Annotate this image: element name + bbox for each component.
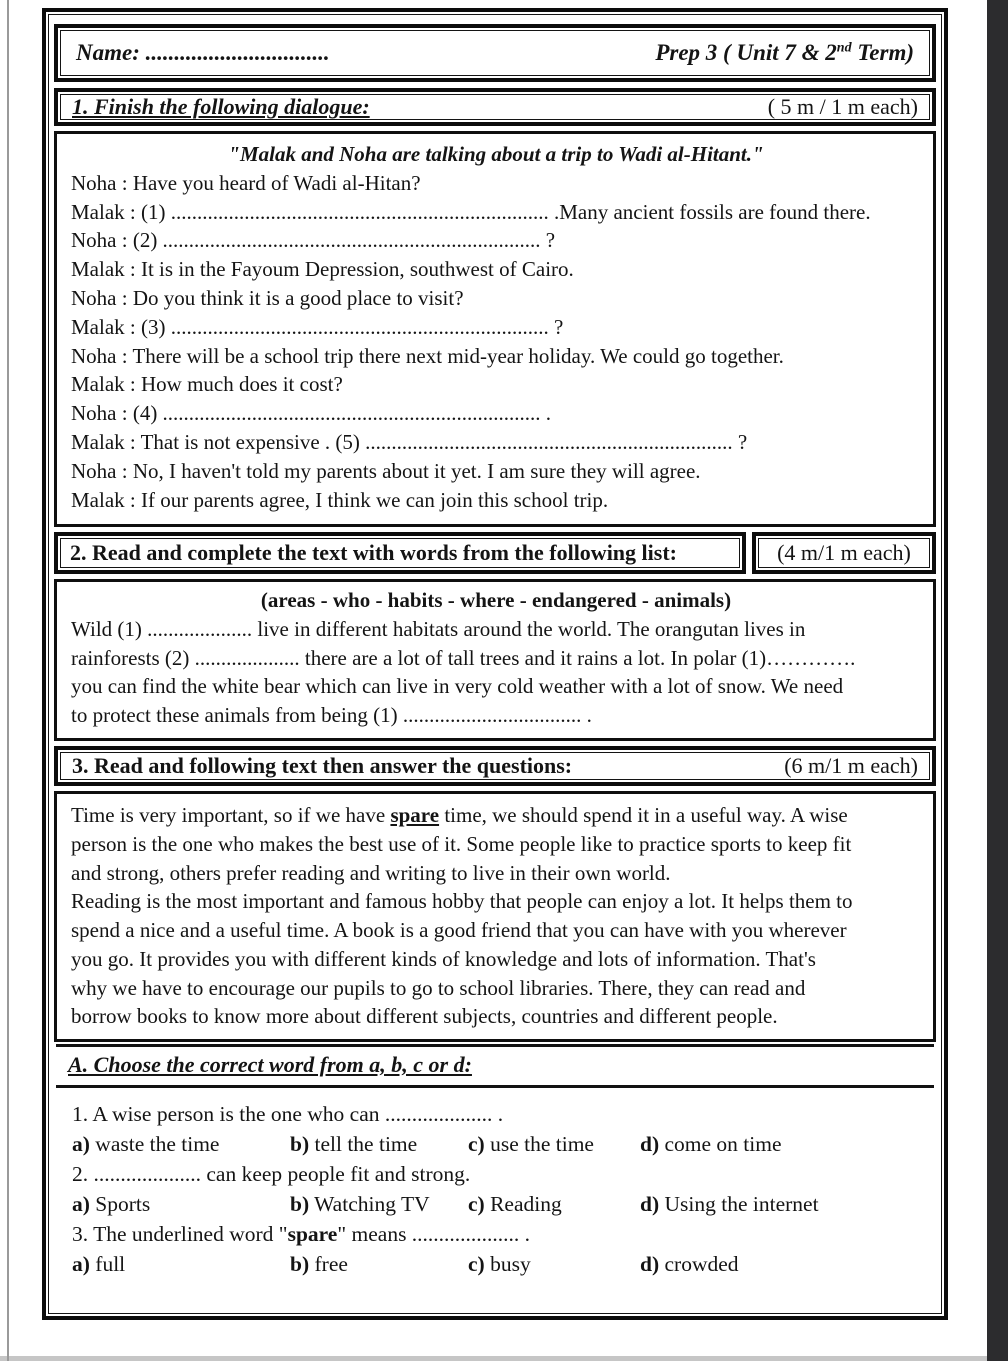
option-b: b) Watching TV bbox=[290, 1191, 430, 1216]
cloze-box bbox=[54, 579, 936, 741]
option-c: c) Reading bbox=[468, 1191, 562, 1216]
section-3-marks: (6 m/1 m each) bbox=[784, 753, 918, 779]
question-1: 1. A wise person is the one who can .................... . bbox=[72, 1101, 504, 1126]
section-1-header bbox=[54, 88, 936, 126]
part-a-title: A. Choose the correct word from a, b, c or d: bbox=[68, 1051, 472, 1077]
option-d: d) Using the internet bbox=[640, 1191, 819, 1216]
option-b: b) tell the time bbox=[290, 1131, 418, 1156]
question-3: 3. The underlined word "spare" means .................... . bbox=[72, 1221, 531, 1246]
dialogue-line: Malak : How much does it cost? bbox=[71, 372, 343, 397]
reading-line: why we have to encourage our pupils to go to school libraries. There, they can read and bbox=[71, 975, 806, 1000]
option-a: a) full bbox=[72, 1251, 126, 1276]
option-a: a) Sports bbox=[72, 1191, 151, 1216]
dialogue-line: Malak : That is not expensive . (5) ...................................................................... ? bbox=[71, 429, 748, 454]
questions-area bbox=[54, 1088, 936, 1279]
option-a: a) waste the time bbox=[72, 1131, 220, 1156]
section-3-title: 3. Read and following text then answer the questions: bbox=[72, 753, 573, 779]
reading-line: and strong, others prefer reading and writing to live in their own world. bbox=[71, 860, 671, 885]
dialogue-line: Noha : Have you heard of Wadi al-Hitan? bbox=[71, 170, 421, 195]
reading-line: Time is very important, so if we have spare time, we should spend it in a useful way. A wise bbox=[71, 803, 848, 828]
section-2-marks: (4 m/1 m each) bbox=[777, 540, 911, 566]
question-3-options bbox=[72, 1250, 918, 1279]
dialogue-line: Malak : (3) ........................................................................ ? bbox=[71, 314, 564, 339]
dialogue-line: Noha : No, I haven't told my parents about it yet. I am sure they will agree. bbox=[71, 458, 701, 483]
dialogue-intro: "Malak and Noha are talking about a trip to Wadi al-Hitant." bbox=[228, 142, 764, 166]
scan-right-edge bbox=[987, 0, 1008, 1361]
name-field: Name: ................................ bbox=[76, 40, 330, 65]
cloze-line: rainforests (2) .................... there are a lot of tall trees and it rains a lot. In polar (1)…………. bbox=[71, 645, 856, 670]
dialogue-line: Malak : (1) ........................................................................ .Many ancient fossils are found there. bbox=[71, 199, 871, 224]
section-1-title: 1. Finish the following dialogue: bbox=[72, 94, 370, 119]
section-2-marks-box bbox=[752, 532, 936, 574]
reading-line: Reading is the most important and famous hobby that people can enjoy a lot. It helps them to bbox=[71, 889, 853, 914]
cloze-word-list: (areas - who - habits - where - endangered - animals) bbox=[260, 588, 732, 613]
option-c: c) use the time bbox=[468, 1131, 594, 1156]
dialogue-line: Noha : Do you think it is a good place to visit? bbox=[71, 285, 464, 310]
section-3-header bbox=[54, 746, 936, 786]
spare-bold-word: spare bbox=[287, 1221, 338, 1246]
header-box bbox=[54, 24, 936, 82]
exam-title: Prep 3 ( Unit 7 & 2nd Term) bbox=[655, 40, 914, 65]
option-d: d) crowded bbox=[640, 1251, 739, 1276]
reading-line: person is the one who makes the best use of it. Some people like to practice sports to keep fit bbox=[71, 832, 852, 857]
reading-line: borrow books to know more about different subjects, countries and different people. bbox=[71, 1004, 778, 1029]
dialogue-line: Malak : If our parents agree, I think we can join this school trip. bbox=[71, 487, 609, 512]
section-2-title-box bbox=[54, 532, 746, 574]
option-c: c) busy bbox=[468, 1251, 531, 1276]
scan-bottom-edge bbox=[0, 1356, 1008, 1361]
exam-page-frame bbox=[42, 8, 948, 1320]
dialogue-line: Noha : (4) ........................................................................ . bbox=[71, 401, 552, 426]
section-1-marks: ( 5 m / 1 m each) bbox=[767, 94, 918, 119]
dialogue-box bbox=[54, 131, 936, 527]
section-2-title: 2. Read and complete the text with words from the following list: bbox=[70, 540, 677, 566]
option-d: d) come on time bbox=[640, 1131, 782, 1156]
reading-passage-box bbox=[54, 791, 936, 1042]
question-2-options bbox=[72, 1190, 918, 1219]
scan-left-edge bbox=[7, 0, 9, 1361]
option-b: b) free bbox=[290, 1251, 348, 1276]
reading-line: spend a nice and a useful time. A book is a good friend that you can have with you wherever bbox=[71, 918, 847, 943]
cloze-line: to protect these animals from being (1) .................................. . bbox=[71, 702, 592, 727]
dialogue-line: Noha : There will be a school trip there next mid-year holiday. We could go together. bbox=[71, 343, 784, 368]
spare-underlined-word: spare bbox=[390, 803, 440, 828]
question-1-options bbox=[72, 1130, 918, 1159]
section-2-header bbox=[54, 532, 936, 574]
cloze-line: Wild (1) .................... live in different habitats around the world. The orangutan lives in bbox=[71, 616, 806, 641]
dialogue-line: Noha : (2) ........................................................................ ? bbox=[71, 228, 556, 253]
reading-line: you go. It provides you with different kinds of knowledge and lots of information. That's bbox=[71, 946, 816, 971]
dialogue-line: Malak : It is in the Fayoum Depression, southwest of Cairo. bbox=[71, 257, 574, 282]
cloze-line: you can find the white bear which can live in very cold weather with a lot of snow. We need bbox=[71, 674, 844, 699]
question-2: 2. .................... can keep people fit and strong. bbox=[72, 1161, 471, 1186]
